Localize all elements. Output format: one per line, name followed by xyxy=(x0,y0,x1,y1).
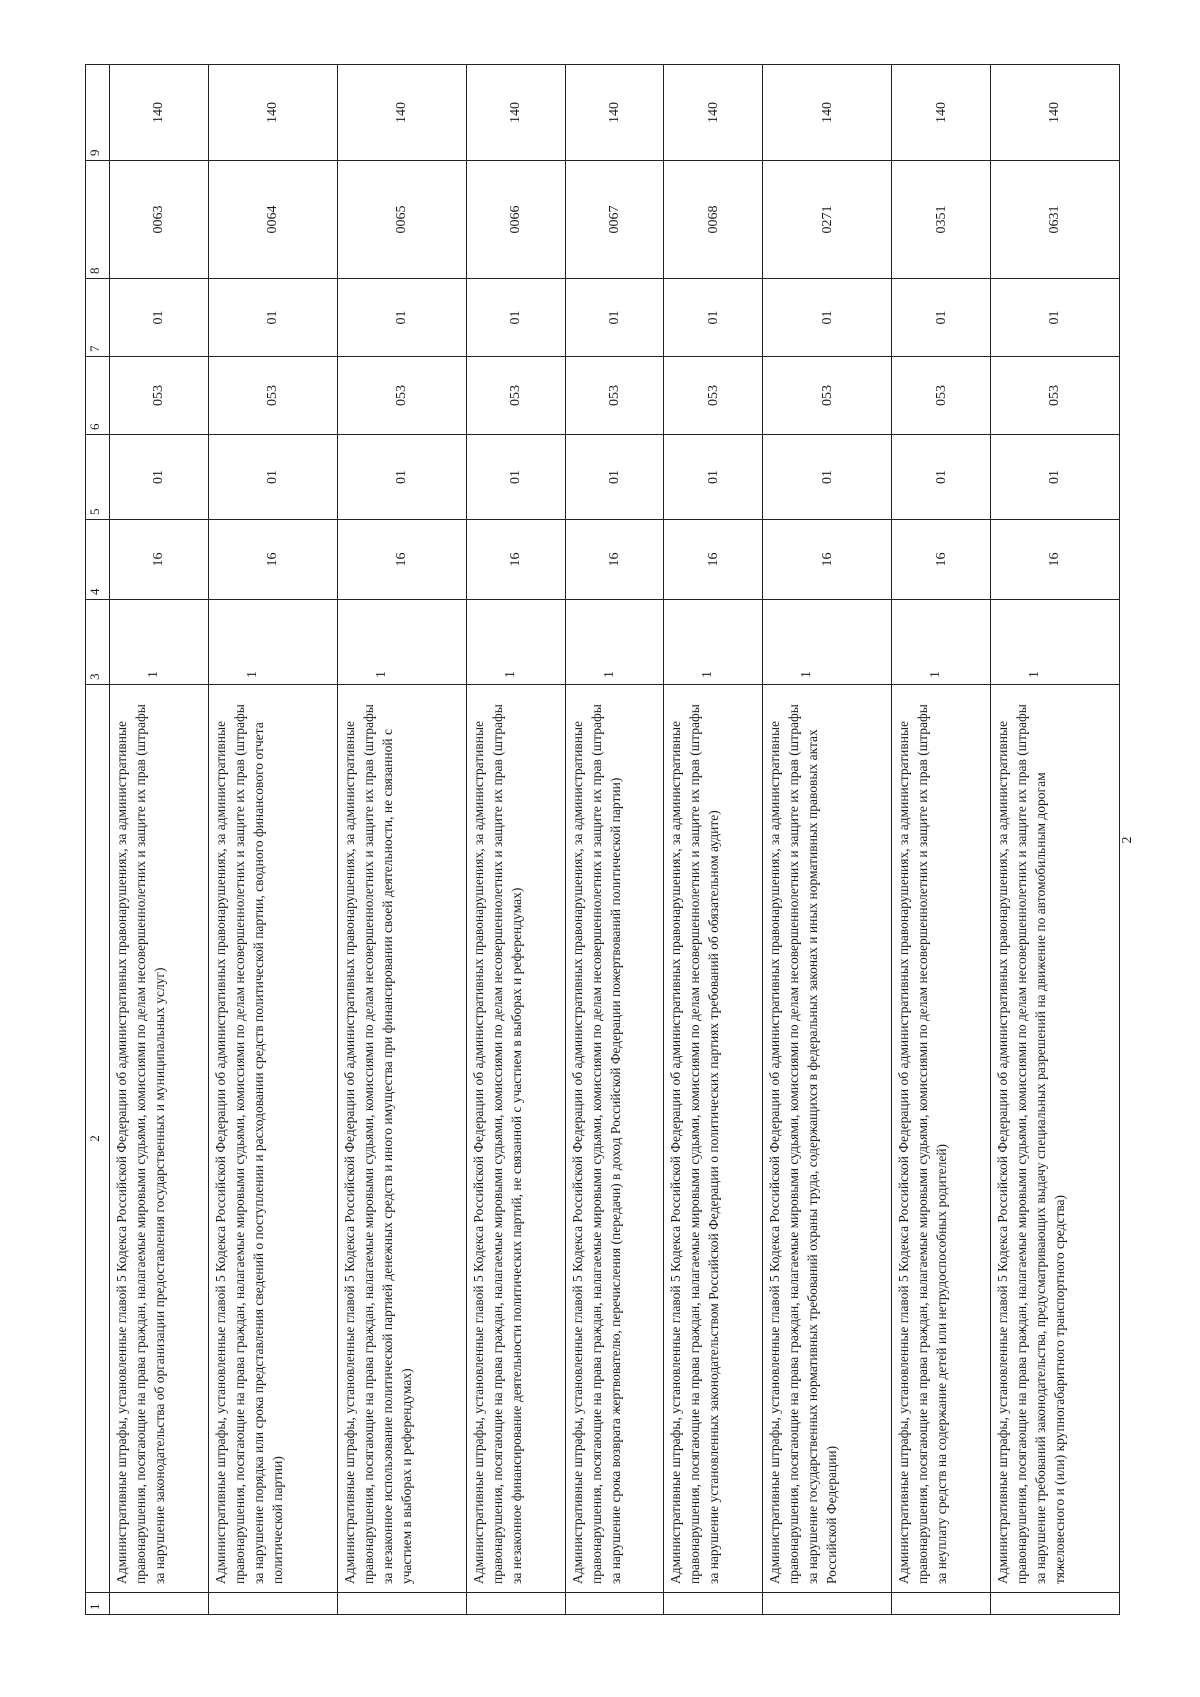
row-cell-3: 1 xyxy=(664,600,763,685)
row-cell-9: 140 xyxy=(664,65,763,161)
table-row xyxy=(763,65,892,1615)
row-cell-1 xyxy=(466,1593,565,1615)
row-cell-5: 01 xyxy=(892,435,991,520)
row-cell-9: 140 xyxy=(565,65,664,161)
row-cell-7: 01 xyxy=(565,279,664,357)
row-code: 0351 xyxy=(892,161,991,279)
row-cell-6: 053 xyxy=(565,357,664,435)
row-description: Административные штрафы, установленные главой 5 Кодекса Российской Федерации об административных правонарушениях, за административные правонарушения, посягающие на права граждан, налагаемые мировыми судьями, комиссиями по делам несовершеннолетних и защите их прав (штрафы за нарушение установленных законодательством Российской Федерации о политических партиях требований об обязательном аудите) xyxy=(664,685,763,1593)
row-cell-3: 1 xyxy=(466,600,565,685)
row-code: 0067 xyxy=(565,161,664,279)
row-code: 0063 xyxy=(110,161,209,279)
row-cell-7: 01 xyxy=(763,279,892,357)
row-cell-4: 16 xyxy=(110,520,209,600)
row-cell-3: 1 xyxy=(110,600,209,685)
row-cell-6: 053 xyxy=(466,357,565,435)
table-row xyxy=(990,65,1119,1615)
row-cell-3: 1 xyxy=(892,600,991,685)
row-cell-9: 140 xyxy=(990,65,1119,161)
row-cell-6: 053 xyxy=(208,357,337,435)
row-description: Административные штрафы, установленные главой 5 Кодекса Российской Федерации об административных правонарушениях, за административные правонарушения, посягающие на права граждан, налагаемые мировыми судьями, комиссиями по делам несовершеннолетних и защите их прав (штрафы за незаконное использование политической партией денежных средств и иного имущества при финансировании своей деятельности, не связанной с участием в выборах и референдумах) xyxy=(337,685,466,1593)
table-row xyxy=(110,65,209,1615)
row-cell-3: 1 xyxy=(337,600,466,685)
rotated-page-content xyxy=(85,65,1135,1615)
row-code: 0271 xyxy=(763,161,892,279)
row-cell-4: 16 xyxy=(337,520,466,600)
row-cell-5: 01 xyxy=(763,435,892,520)
row-code: 0064 xyxy=(208,161,337,279)
row-cell-1 xyxy=(664,1593,763,1615)
row-cell-3: 1 xyxy=(763,600,892,685)
row-cell-5: 01 xyxy=(208,435,337,520)
table-row xyxy=(337,65,466,1615)
row-cell-5: 01 xyxy=(466,435,565,520)
row-description: Административные штрафы, установленные главой 5 Кодекса Российской Федерации об административных правонарушениях, за административные правонарушения, посягающие на права граждан, налагаемые мировыми судьями, комиссиями по делам несовершеннолетних и защите их прав (штрафы за нарушение срока возврата жертвователю, перечисления (передачи) в доход Российской Федерации пожертвований политической партии) xyxy=(565,685,664,1593)
row-cell-1 xyxy=(337,1593,466,1615)
budget-codes-table xyxy=(85,64,1120,1615)
row-cell-9: 140 xyxy=(208,65,337,161)
row-cell-4: 16 xyxy=(466,520,565,600)
row-cell-1 xyxy=(110,1593,209,1615)
row-cell-6: 053 xyxy=(990,357,1119,435)
row-cell-9: 140 xyxy=(110,65,209,161)
header-col-7: 7 xyxy=(86,279,110,357)
header-col-1: 1 xyxy=(86,1593,110,1615)
row-cell-6: 053 xyxy=(337,357,466,435)
header-col-5: 5 xyxy=(86,435,110,520)
row-cell-6: 053 xyxy=(763,357,892,435)
row-cell-9: 140 xyxy=(763,65,892,161)
header-col-9: 9 xyxy=(86,65,110,161)
row-cell-5: 01 xyxy=(565,435,664,520)
row-cell-5: 01 xyxy=(110,435,209,520)
row-cell-4: 16 xyxy=(892,520,991,600)
table-body xyxy=(86,65,1120,1615)
header-col-3: 3 xyxy=(86,600,110,685)
row-cell-4: 16 xyxy=(208,520,337,600)
row-cell-9: 140 xyxy=(337,65,466,161)
row-cell-5: 01 xyxy=(664,435,763,520)
row-code: 0065 xyxy=(337,161,466,279)
row-cell-7: 01 xyxy=(990,279,1119,357)
row-cell-7: 01 xyxy=(208,279,337,357)
row-cell-3: 1 xyxy=(208,600,337,685)
header-row xyxy=(86,65,110,1615)
row-cell-9: 140 xyxy=(466,65,565,161)
row-description: Административные штрафы, установленные главой 5 Кодекса Российской Федерации об административных правонарушениях, за административные правонарушения, посягающие на права граждан, налагаемые мировыми судьями, комиссиями по делам несовершеннолетних и защите их прав (штрафы за неуплату средств на содержание детей или нетрудоспособных родителей) xyxy=(892,685,991,1593)
row-cell-7: 01 xyxy=(337,279,466,357)
row-code: 0068 xyxy=(664,161,763,279)
row-cell-7: 01 xyxy=(664,279,763,357)
header-col-8: 8 xyxy=(86,161,110,279)
table-row xyxy=(208,65,337,1615)
row-cell-1 xyxy=(892,1593,991,1615)
row-cell-7: 01 xyxy=(466,279,565,357)
row-cell-3: 1 xyxy=(565,600,664,685)
row-cell-1 xyxy=(208,1593,337,1615)
table-row xyxy=(565,65,664,1615)
row-cell-7: 01 xyxy=(110,279,209,357)
row-cell-5: 01 xyxy=(990,435,1119,520)
row-cell-4: 16 xyxy=(565,520,664,600)
row-cell-4: 16 xyxy=(664,520,763,600)
header-col-2: 2 xyxy=(86,685,110,1593)
row-cell-5: 01 xyxy=(337,435,466,520)
page-number: 2 xyxy=(1120,836,1135,844)
row-cell-7: 01 xyxy=(892,279,991,357)
row-cell-6: 053 xyxy=(110,357,209,435)
row-cell-6: 053 xyxy=(892,357,991,435)
row-description: Административные штрафы, установленные главой 5 Кодекса Российской Федерации об административных правонарушениях, за административные правонарушения, посягающие на права граждан, налагаемые мировыми судьями, комиссиями по делам несовершеннолетних и защите их прав (штрафы за незаконное финансирование деятельности политических партий, не связанной с участием в выборах и референдумах) xyxy=(466,685,565,1593)
row-code: 0631 xyxy=(990,161,1119,279)
row-cell-1 xyxy=(990,1593,1119,1615)
row-cell-1 xyxy=(763,1593,892,1615)
header-col-4: 4 xyxy=(86,520,110,600)
row-cell-4: 16 xyxy=(990,520,1119,600)
table-row xyxy=(466,65,565,1615)
table-row xyxy=(892,65,991,1615)
row-description: Административные штрафы, установленные главой 5 Кодекса Российской Федерации об административных правонарушениях, за административные правонарушения, посягающие на права граждан, налагаемые мировыми судьями, комиссиями по делам несовершеннолетних и защите их прав (штрафы за нарушение порядка или срока представления сведений о поступлении и расходовании средств политической партии, сводного финансового отчета политической партии) xyxy=(208,685,337,1593)
row-cell-3: 1 xyxy=(990,600,1119,685)
row-cell-4: 16 xyxy=(763,520,892,600)
row-cell-6: 053 xyxy=(664,357,763,435)
table-row xyxy=(664,65,763,1615)
row-cell-9: 140 xyxy=(892,65,991,161)
row-description: Административные штрафы, установленные главой 5 Кодекса Российской Федерации об административных правонарушениях, за административные правонарушения, посягающие на права граждан, налагаемые мировыми судьями, комиссиями по делам несовершеннолетних и защите их прав (штрафы за нарушение требований законодательства, предусматривающих выдачу специальных разрешений на движение по автомобильным дорогам тяжеловесного и (или) крупногабаритного транспортного средства) xyxy=(990,685,1119,1593)
header-col-6: 6 xyxy=(86,357,110,435)
row-description: Административные штрафы, установленные главой 5 Кодекса Российской Федерации об административных правонарушениях, за административные правонарушения, посягающие на права граждан, налагаемые мировыми судьями, комиссиями по делам несовершеннолетних и защите их прав (штрафы за нарушение государственных нормативных требований охраны труда, содержащихся в федеральных законах и иных нормативных правовых актах Российской Федерации) xyxy=(763,685,892,1593)
row-code: 0066 xyxy=(466,161,565,279)
row-cell-1 xyxy=(565,1593,664,1615)
row-description: Административные штрафы, установленные главой 5 Кодекса Российской Федерации об административных правонарушениях, за административные правонарушения, посягающие на права граждан, налагаемые мировыми судьями, комиссиями по делам несовершеннолетних и защите их прав (штрафы за нарушение законодательства об организации предоставления государственных и муниципальных услуг) xyxy=(110,685,209,1593)
